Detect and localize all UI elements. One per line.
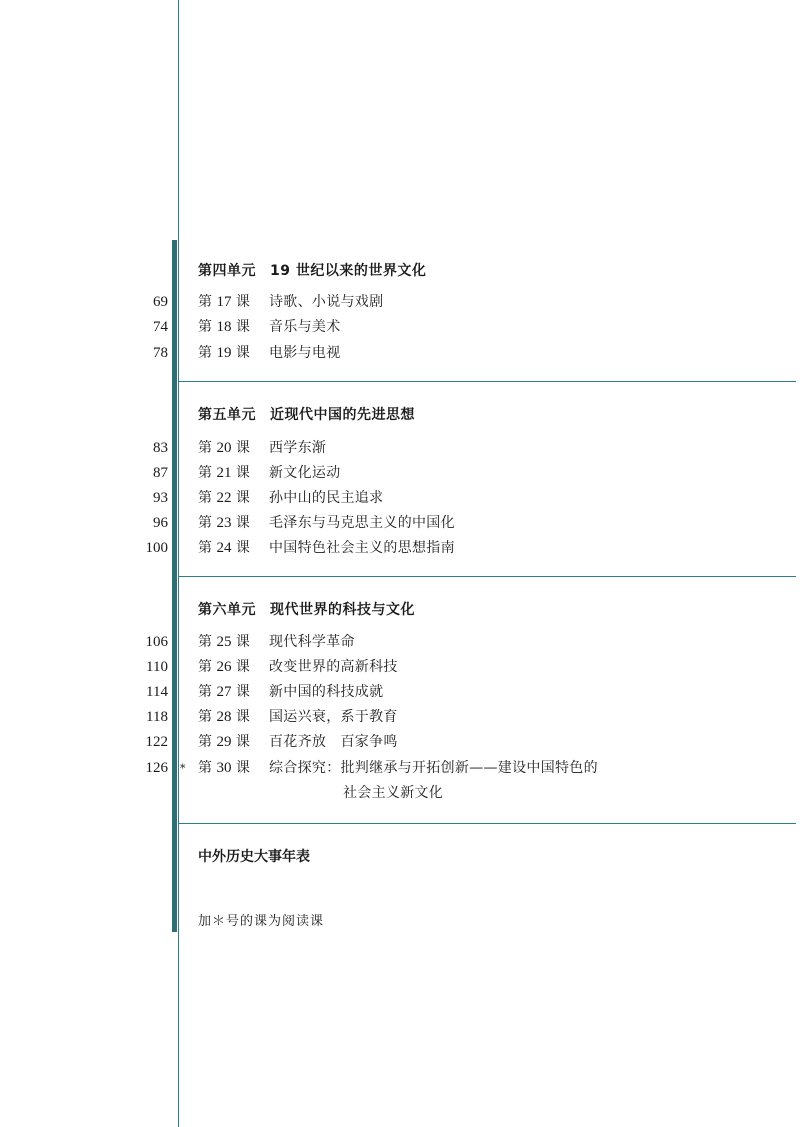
lesson-number: 第 23 课 (198, 515, 250, 531)
lesson-number: 第 29 课 (198, 734, 250, 750)
lesson-title: 国运兴衰，系于教育 (269, 709, 398, 725)
lesson-number: 第 21 课 (198, 465, 250, 481)
reading-lesson-footnote: 加＊号的课为阅读课 (198, 914, 325, 929)
unit-divider (178, 823, 796, 824)
unit-heading (198, 260, 426, 280)
unit-divider (178, 381, 796, 382)
toc-entry[interactable] (0, 461, 800, 485)
unit-divider (178, 576, 796, 577)
toc-entry[interactable] (0, 680, 800, 704)
lesson-number: 第 25 课 (198, 634, 250, 650)
toc-entry[interactable] (0, 315, 800, 339)
reading-lesson-star-icon: * (180, 762, 186, 775)
lesson-number: 第 30 课 (198, 760, 250, 776)
lesson-number: 第 27 课 (198, 684, 250, 700)
unit-subtitle: 现代世界的科技与文化 (270, 602, 415, 618)
toc-entry[interactable] (0, 341, 800, 365)
lesson-title: 改变世界的高新科技 (269, 659, 398, 675)
toc-entry[interactable] (0, 705, 800, 729)
unit-subtitle: 近现代中国的先进思想 (270, 407, 415, 423)
page-number: 114 (146, 684, 168, 700)
toc-entry[interactable] (0, 486, 800, 510)
unit-label: 第六单元 (198, 602, 256, 618)
page-number: 93 (153, 490, 168, 506)
page-number: 83 (153, 440, 168, 456)
page-number: 126 (145, 760, 168, 776)
lesson-title-continuation: 社会主义新文化 (343, 785, 444, 801)
lesson-title: 毛泽东与马克思主义的中国化 (269, 515, 455, 531)
lesson-number: 第 22 课 (198, 490, 250, 506)
page-number: 106 (145, 634, 168, 650)
page-number: 122 (145, 734, 168, 750)
page-number: 87 (153, 465, 168, 481)
lesson-number: 第 28 课 (198, 709, 250, 725)
lesson-number: 第 26 课 (198, 659, 250, 675)
lesson-title: 新文化运动 (269, 465, 341, 481)
toc-entry-continuation (0, 781, 800, 805)
lesson-number: 第 18 课 (198, 319, 250, 335)
toc-entry[interactable] (0, 436, 800, 460)
toc-entry[interactable] (0, 756, 800, 780)
lesson-title: 孙中山的民主追求 (269, 490, 384, 506)
lesson-title: 中国特色社会主义的思想指南 (269, 540, 455, 556)
lesson-title: 综合探究：批判继承与开拓创新——建设中国特色的 (269, 760, 598, 776)
lesson-number: 第 24 课 (198, 540, 250, 556)
page-number: 96 (153, 515, 168, 531)
page-number: 74 (153, 319, 168, 335)
toc-entry[interactable] (0, 730, 800, 754)
lesson-title: 现代科学革命 (269, 634, 355, 650)
toc-entry[interactable] (0, 536, 800, 560)
toc-entry[interactable] (0, 511, 800, 535)
lesson-title: 新中国的科技成就 (269, 684, 384, 700)
lesson-title: 电影与电视 (269, 345, 341, 361)
unit-subtitle: 19 世纪以来的世界文化 (270, 263, 427, 279)
lesson-number: 第 17 课 (198, 294, 250, 310)
lesson-number: 第 20 课 (198, 440, 250, 456)
page-number: 78 (153, 345, 168, 361)
unit-heading (198, 599, 415, 619)
lesson-title: 百花齐放 百家争鸣 (269, 734, 398, 750)
lesson-title: 诗歌、小说与戏剧 (269, 294, 384, 310)
page-number: 69 (153, 294, 168, 310)
margin-rule (178, 0, 179, 1127)
lesson-number: 第 19 课 (198, 345, 250, 361)
lesson-title: 西学东渐 (269, 440, 327, 456)
appendix-chronology-link[interactable]: 中外历史大事年表 (198, 849, 310, 865)
page-number: 118 (146, 709, 168, 725)
toc-entry[interactable] (0, 290, 800, 314)
toc-entry[interactable] (0, 655, 800, 679)
lesson-title: 音乐与美术 (269, 319, 341, 335)
unit-heading (198, 404, 415, 424)
page-number: 100 (145, 540, 168, 556)
toc-entry[interactable] (0, 630, 800, 654)
unit-label: 第四单元 (198, 263, 256, 279)
page-number: 110 (146, 659, 168, 675)
unit-label: 第五单元 (198, 407, 256, 423)
